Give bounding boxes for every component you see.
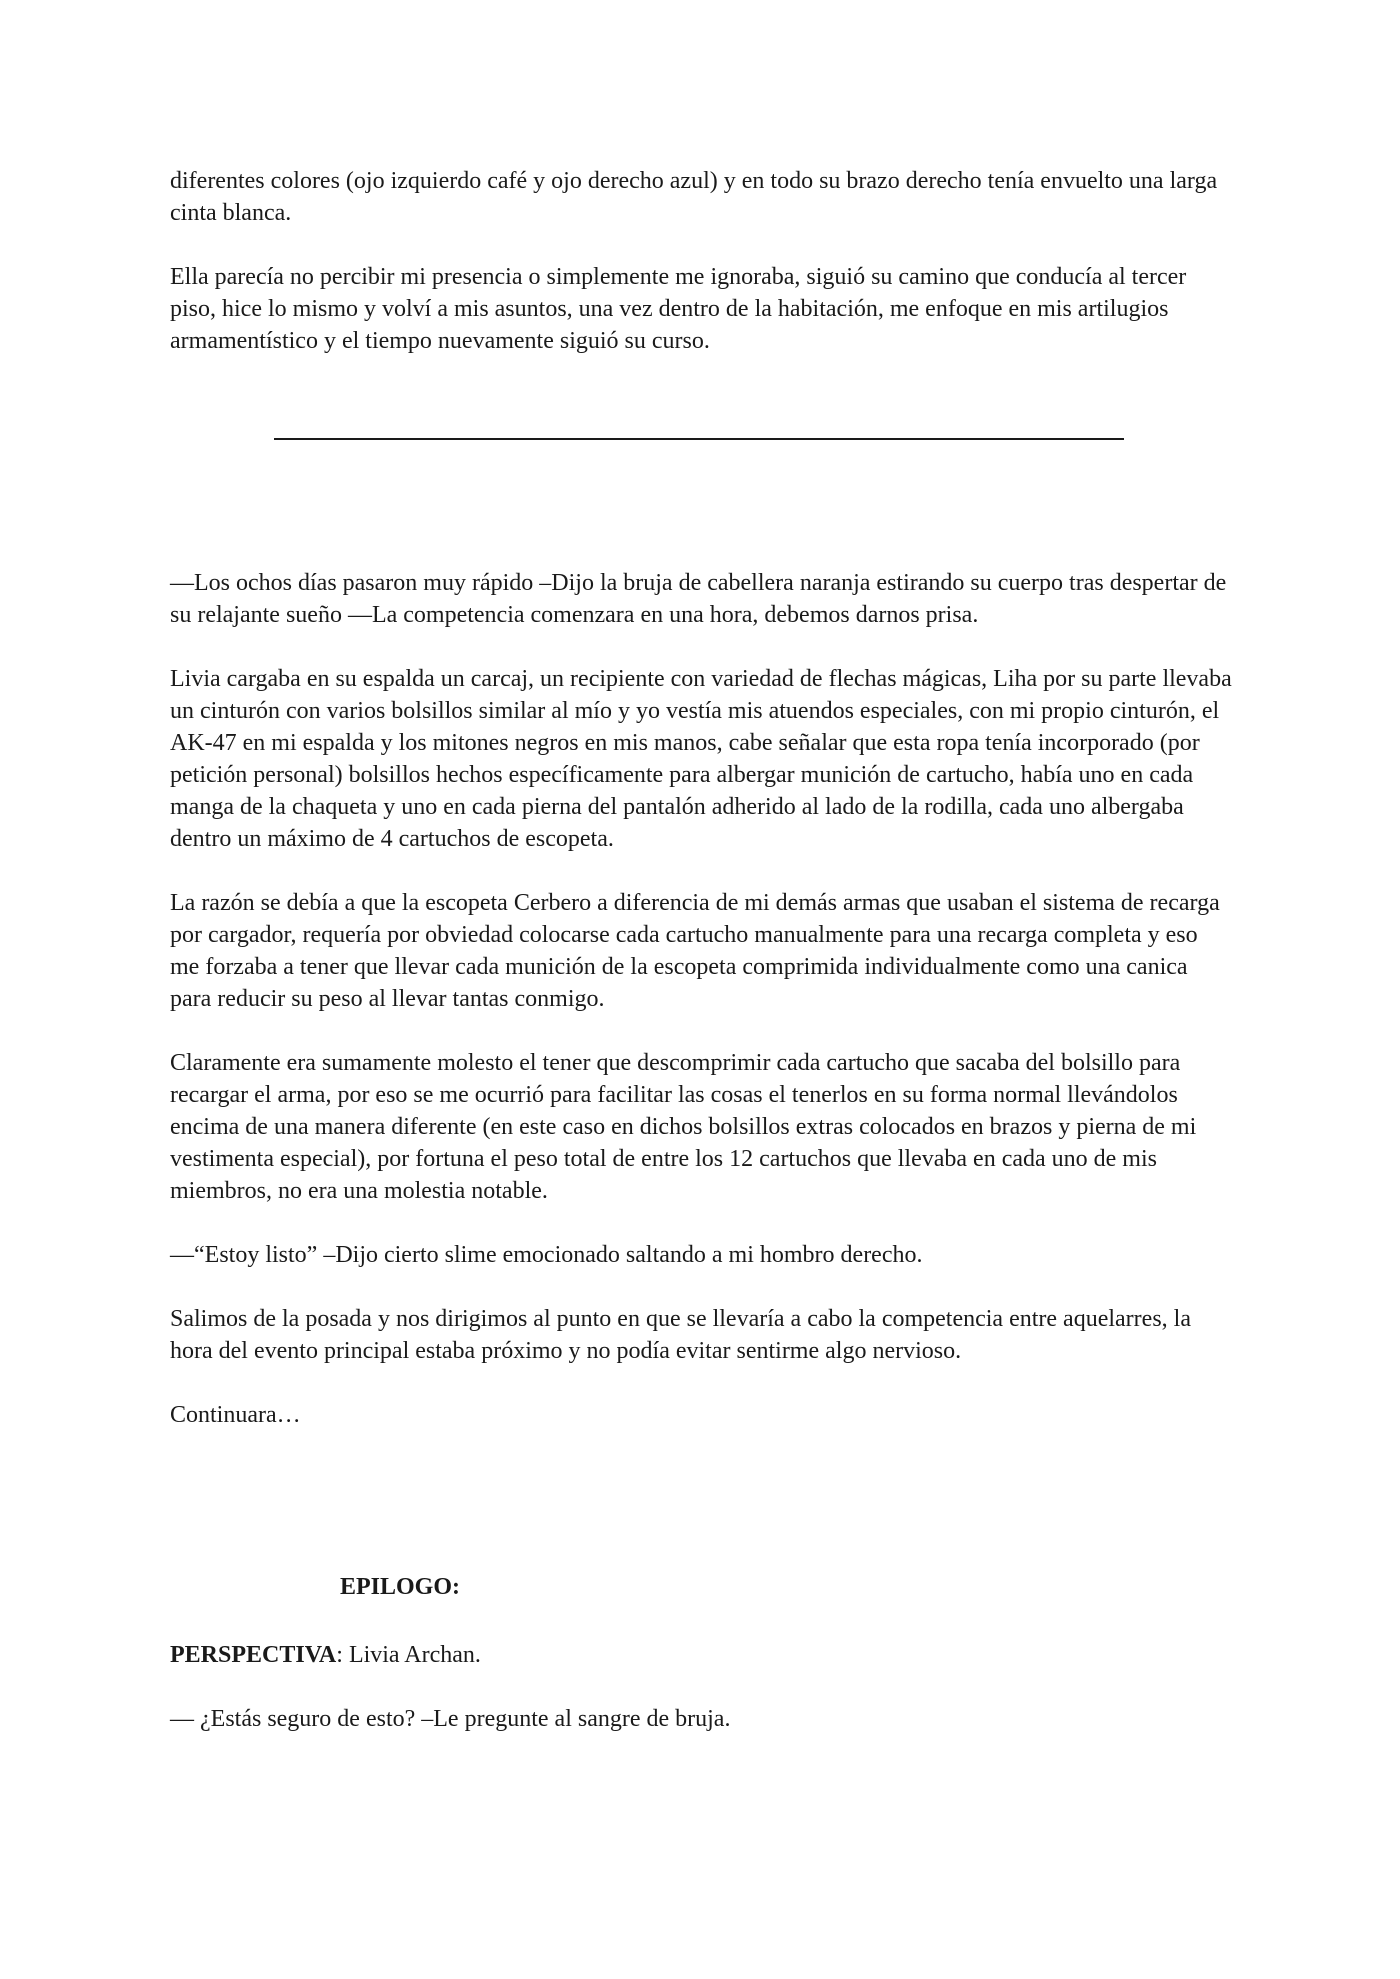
epilogue-dialogue: — ¿Estás seguro de esto? –Le pregunte al sangre de bruja. [170,1706,731,1732]
section-divider [274,438,1124,440]
paragraph: La razón se debía a que la escopeta Cerbero a diferencia de mi demás armas que usaban el sistema de recarga por cargador, requería por obviedad colocarse cada cartucho manualmente para una recarga completa y eso me forzaba a tener que llevar cada munición de la escopeta comprimida individualmente como una canica para reducir su peso al llevar tantas conmigo. [170,890,1220,1012]
section-divider-area [170,357,1232,567]
perspective-label: PERSPECTIVA [170,1642,337,1668]
perspective-separator: : [336,1642,343,1668]
paragraph: —“Estoy listo” –Dijo cierto slime emocionado saltando a mi hombro derecho. [170,1242,923,1268]
perspective-line [170,1639,1232,1671]
paragraph: —Los ochos días pasaron muy rápido –Dijo la bruja de cabellera naranja estirando su cuerpo tras despertar de su relajante sueño —La competencia comenzara en una hora, debemos darnos prisa. [170,570,1227,628]
document-page [170,165,1232,1735]
paragraph: Ella parecía no percibir mi presencia o simplemente me ignoraba, siguió su camino que conducía al tercer piso, hice lo mismo y volví a mis asuntos, una vez dentro de la habitación, me enfoque en mis artilugios armamentístico y el tiempo nuevamente siguió su curso. [170,264,1187,354]
paragraph: Claramente era sumamente molesto el tener que descomprimir cada cartucho que sacaba del bolsillo para recargar el arma, por eso se me ocurrió para facilitar las cosas el tenerlos en su forma normal llevándolos encima de una manera diferente (en este caso en dichos bolsillos extras colocados en brazos y pierna de mi vestimenta especial), por fortuna el peso total de entre los 12 cartuchos que llevaba en cada uno de mis miembros, no era una molestia notable. [170,1050,1197,1204]
paragraph: Livia cargaba en su espalda un carcaj, un recipiente con variedad de flechas mágicas, Liha por su parte llevaba un cinturón con varios bolsillos similar al mío y yo vestía mis atuendos especiales, con mi propio cinturón, el AK-47 en mi espalda y los mitones negros en mis manos, cabe señalar que esta ropa tenía incorporado (por petición personal) bolsillos hechos específicamente para albergar munición de cartucho, había uno en cada manga de la chaqueta y uno en cada pierna del pantalón adherido al lado de la rodilla, cada uno albergaba dentro un máximo de 4 cartuchos de escopeta. [170,666,1232,852]
epilogue-title: EPILOGO: [340,1574,461,1600]
perspective-value: Livia Archan. [342,1642,481,1668]
paragraph: Salimos de la posada y nos dirigimos al punto en que se llevaría a cabo la competencia entre aquelarres, la hora del evento principal estaba próximo y no podía evitar sentirme algo nervioso. [170,1306,1191,1364]
spacer [170,1431,1232,1571]
paragraph: diferentes colores (ojo izquierdo café y ojo derecho azul) y en todo su brazo derecho tenía envuelto una larga cinta blanca. [170,168,1218,226]
paragraph-continuara: Continuara… [170,1402,301,1428]
